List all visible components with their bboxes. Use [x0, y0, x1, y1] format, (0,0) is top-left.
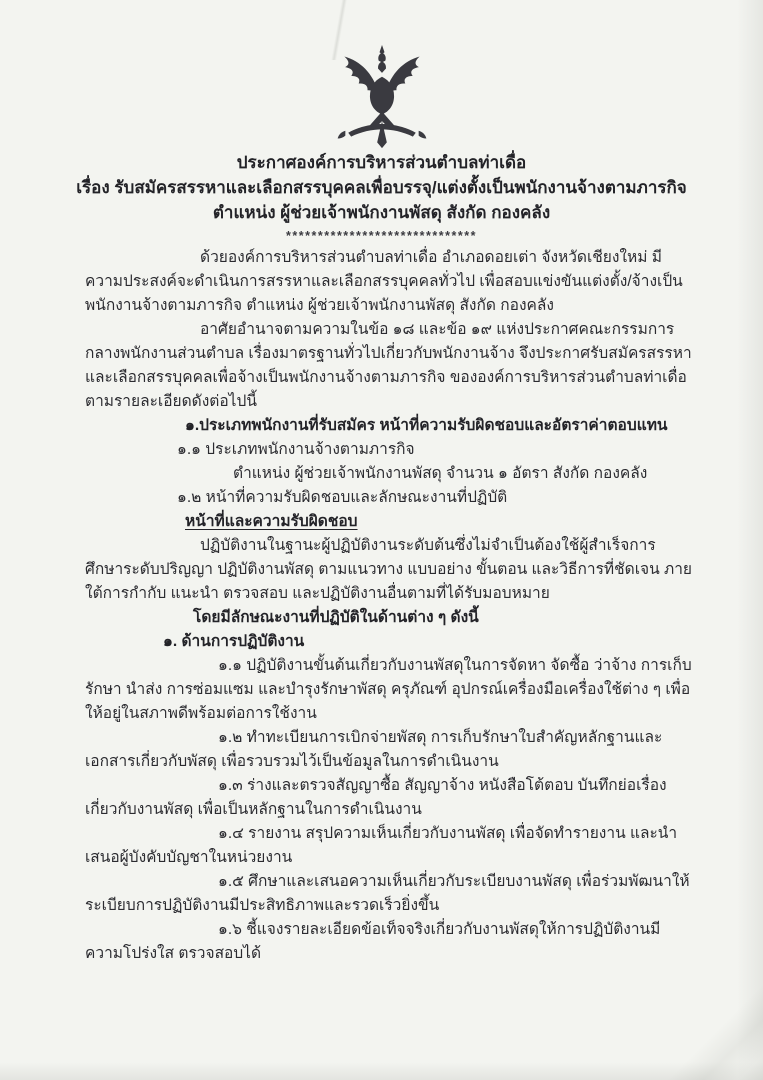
section-1-heading: ๑.ประเภทพนักงานที่รับสมัคร หน้าที่ความรับผิดชอบและอัตราค่าตอบแทน — [185, 417, 668, 434]
item-1-1: ๑.๑ ประเภทพนักงานจ้างตามภารกิจ — [177, 441, 415, 458]
scan-edge-shadow — [0, 1062, 763, 1080]
aspect-1-heading: ๑. ด้านการปฏิบัติงาน — [163, 633, 305, 650]
aspects-intro: โดยมีลักษณะงานที่ปฏิบัติในด้านต่าง ๆ ดังนี้ — [193, 609, 479, 626]
announcement-body — [85, 246, 692, 966]
task-item: ๑.๕ ศึกษาและเสนอความเห็นเกี่ยวกับระเบียบงานพัสดุ เพื่อร่วมพัฒนาให้ระเบียบการปฏิบัติงานมีประสิทธิภาพและรวดเร็วยิ่งขึ้น — [85, 873, 690, 914]
announcement-title: ประกาศองค์การบริหารส่วนตำบลท่าเดื่อ — [236, 153, 527, 172]
garuda-emblem-icon — [324, 44, 440, 157]
paper-fold — [643, 960, 763, 1080]
position-detail-line: ตำแหน่ง ผู้ช่วยเจ้าพนักงานพัสดุ จำนวน ๑ อัตรา สังกัด กองคลัง — [233, 465, 648, 482]
item-1-2: ๑.๒ หน้าที่ความรับผิดชอบและลักษณะงานที่ปฏิบัติ — [177, 489, 508, 506]
intro-paragraph: ด้วยองค์การบริหารส่วนตำบลท่าเดื่อ อำเภอดอยเต่า จังหวัดเชียงใหม่ มีความประสงค์จะดำเนินการสรรหาและเลือกสรรบุคคลทั่วไป เพื่อสอบแข่งขันแต่งตั้ง/จ้างเป็นพนักงานจ้างตามภารกิจ ตำแหน่ง ผู้ช่วยเจ้าพนักงานพัสดุ สังกัด กองคลัง — [85, 249, 683, 314]
task-item: ๑.๓ ร่างและตรวจสัญญาซื้อ สัญญาจ้าง หนังสือโต้ตอบ บันทึกย่อเรื่องเกี่ยวกับงานพัสดุ เพื่อเป็นหลักฐานในการดำเนินงาน — [85, 777, 667, 818]
task-item: ๑.๔ รายงาน สรุปความเห็นเกี่ยวกับงานพัสดุ เพื่อจัดทำรายงาน และนำเสนอผู้บังคับบัญชาในหน่วยงาน — [85, 825, 678, 866]
duties-paragraph: ปฏิบัติงานในฐานะผู้ปฏิบัติงานระดับต้นซึ่งไม่จำเป็นต้องใช้ผู้สำเร็จการศึกษาระดับปริญญา ปฏิบัติงานพัสดุ ตามแนวทาง แบบอย่าง ขั้นตอน และวิธีการที่ชัดเจน ภายใต้การกำกับ แนะนำ ตรวจสอบ และปฏิบัติงานอื่นตามที่ได้รับมอบหมาย — [85, 537, 693, 602]
subject-line: เรื่อง รับสมัครสรรหาและเลือกสรรบุคคลเพื่อบรรจุ/แต่งตั้งเป็นพนักงานจ้างตามภารกิจ — [76, 178, 687, 197]
authority-paragraph: อาศัยอำนาจตามความในข้อ ๑๘ และข้อ ๑๙ แห่งประกาศคณะกรรมการกลางพนักงานส่วนตำบล เรื่องมาตรฐานทั่วไปเกี่ยวกับพนักงานจ้าง จึงประกาศรับสมัครสรรหาและเลือกสรรบุคคลเพื่อจ้างเป็นพนักงานจ้างตามภารกิจ ขององค์การบริหารส่วนตำบลท่าเดื่อ ตามรายละเอียดดังต่อไปนี้ — [85, 321, 692, 410]
task-item: ๑.๒ ทำทะเบียนการเบิกจ่ายพัสดุ การเก็บรักษาใบสำคัญหลักฐานและเอกสารเกี่ยวกับพัสดุ เพื่อรวบรวมไว้เป็นข้อมูลในการดำเนินงาน — [85, 729, 663, 770]
announcement-header — [0, 150, 763, 247]
position-title-line: ตำแหน่ง ผู้ช่วยเจ้าพนักงานพัสดุ สังกัด กองคลัง — [212, 203, 551, 222]
task-item: ๑.๖ ชี้แจงรายละเอียดข้อเท็จจริงเกี่ยวกับงานพัสดุให้การปฏิบัติงานมีความโปร่งใส ตรวจสอบได้ — [85, 921, 661, 962]
stars-separator: ****************************** — [286, 229, 477, 243]
task-item: ๑.๑ ปฏิบัติงานขั้นต้นเกี่ยวกับงานพัสดุในการจัดหา จัดซื้อ ว่าจ้าง การเก็บรักษา นำส่ง การซ่อมแซม และบำรุงรักษาพัสดุ ครุภัณฑ์ อุปกรณ์เครื่องมือเครื่องใช้ต่าง ๆ เพื่อให้อยู่ในสภาพดีพร้อมต่อการใช้งาน — [85, 657, 692, 722]
duties-heading: หน้าที่และความรับผิดชอบ — [185, 513, 358, 530]
